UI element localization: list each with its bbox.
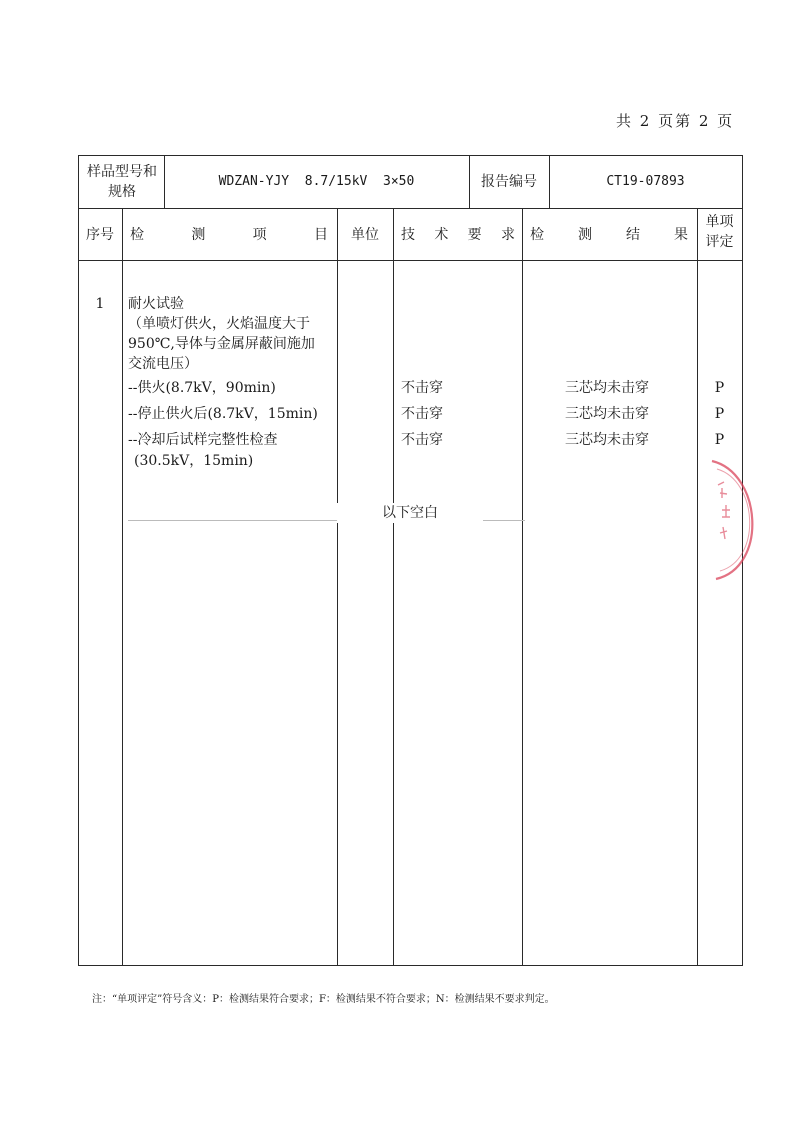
column-header-divider [78,260,742,261]
step-3-result: 三芯均未击穿 [565,432,649,448]
report-number-label: 报告编号 [481,174,537,190]
step-1-requirement: 不击穿 [401,380,443,396]
col-header-unit: 单位 [351,227,379,243]
test-title: 耐火试验 [128,296,184,312]
step-2-requirement: 不击穿 [401,406,443,422]
seal-stamp-icon [700,455,800,585]
step-2-item: --停止供火后(8.7kV，15min) [128,406,318,422]
test-description: （单喷灯供火，火焰温度大于 950℃,导体与金属屏蔽间施加 交流电压） [128,316,315,372]
table-border-right [742,155,743,966]
column-divider-item [337,208,338,966]
table-border-bottom [78,965,742,966]
col-header-item: 检 测 项 目 [130,227,328,243]
column-divider-seq [122,208,123,966]
step-2-result: 三芯均未击穿 [565,406,649,422]
step-2-verdict: P [714,406,725,422]
model-label: 样品型号和 规格 [87,164,157,200]
col-header-result: 检 测 结 果 [530,227,688,243]
report-number-value: CT19-07893 [606,174,685,189]
step-1-result: 三芯均未击穿 [565,380,649,396]
column-divider-unit [393,208,394,966]
step-3-item: --冷却后试样完整性检查 [128,432,278,448]
table-border-top [78,155,742,156]
col-header-requirement: 技 术 要 求 [401,227,515,243]
col-header-verdict: 单项 评定 [705,214,734,250]
row-seq: 1 [95,296,105,312]
step-3-verdict: P [714,432,725,448]
step-3-condition: (30.5kV，15min) [134,453,254,469]
table-border-left [78,155,79,966]
column-divider-result [697,208,698,966]
column-divider-requirement [522,208,523,966]
header-divider [78,208,742,209]
step-1-item: --供火(8.7kV，90min) [128,380,276,396]
step-1-verdict: P [714,380,725,396]
blank-text: 以下空白 [337,503,483,523]
model-value: WDZAN-YJY 8.7/15kV 3×50 [218,174,415,189]
page-number: 共 2 页第 2 页 [616,112,735,130]
step-3-requirement: 不击穿 [401,432,443,448]
col-header-seq: 序号 [86,227,114,243]
footnote: 注：“单项评定”符号含义：P：检测结果符合要求；F：检测结果不符合要求；N：检测结果不要求判定。 [92,994,555,1005]
